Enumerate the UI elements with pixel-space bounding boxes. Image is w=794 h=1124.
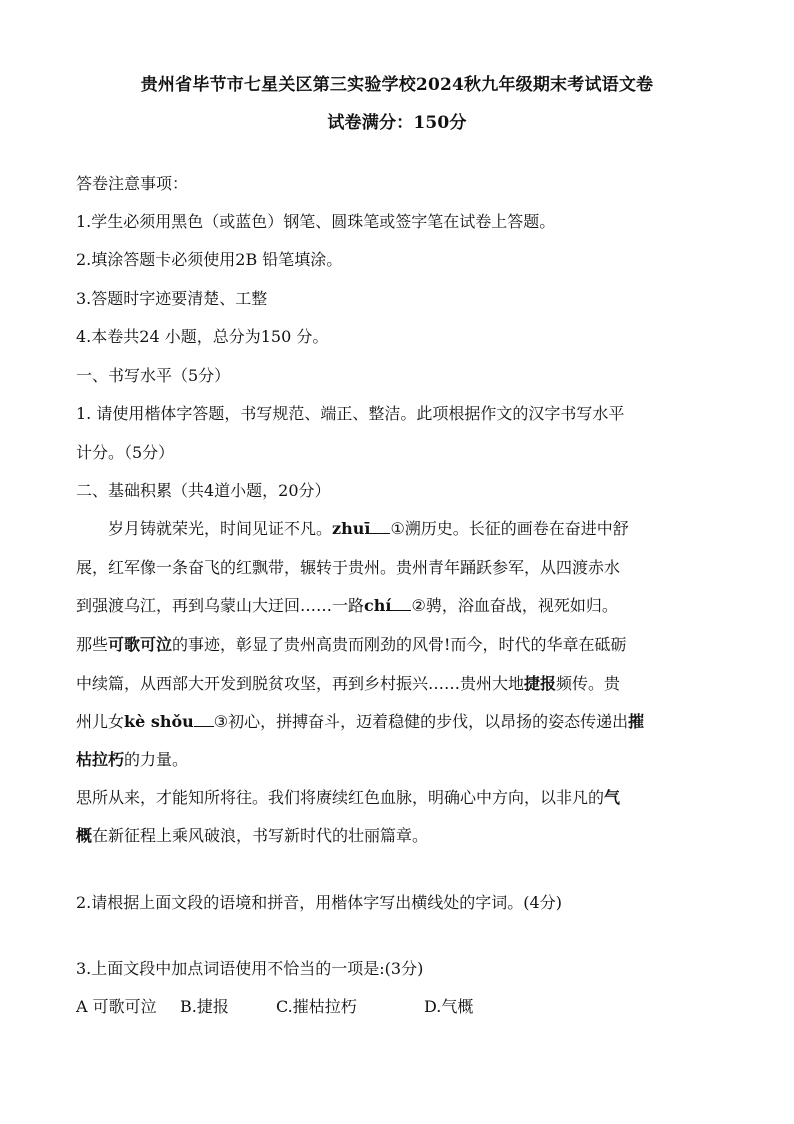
note-item: 1.学生必须用黑色（或蓝色）钢笔、圆珠笔或签字笔在试卷上答题。 <box>76 212 556 231</box>
option-d[interactable]: D.气概 <box>424 997 474 1016</box>
exam-title: 贵州省毕节市七星关区第三实验学校2024秋九年级期末考试语文卷 <box>140 75 654 95</box>
pinyin-chi: chí <box>364 596 392 615</box>
passage-line: 枯拉朽的力量。 <box>76 750 189 769</box>
notes-heading: 答卷注意事项： <box>76 174 189 193</box>
blank-3[interactable] <box>194 712 214 727</box>
passage-line: 岁月铸就荣光，时间见证不凡。zhuī ①溯历史。长征的画卷在奋进中舒 <box>108 519 629 538</box>
q1-text: 计分。（5分） <box>76 443 175 462</box>
pinyin-zhui: zhuī <box>332 519 371 538</box>
passage-line: 州儿女kè shǒu ③初心，拼搏奋斗，迈着稳健的步伐，以昂扬的姿态传递出摧 <box>76 712 645 731</box>
passage-line: 概在新征程上乘风破浪，书写新时代的壮丽篇章。 <box>76 826 429 845</box>
dotted-word: 可歌可泣 <box>108 635 173 654</box>
option-c[interactable]: C.摧枯拉朽 <box>276 997 357 1016</box>
q1-text: 1. 请使用楷体字答题，书写规范、端正、整洁。此项根据作文的汉字书写水平 <box>76 404 625 423</box>
passage-line: 到强渡乌江，再到乌蒙山大迂回……一路chí ②骋，浴血奋战，视死如归。 <box>76 596 618 615</box>
blank-2[interactable] <box>391 596 411 611</box>
dotted-word: 气 <box>604 788 621 807</box>
passage-line: 展，红军像一条奋飞的红飘带，辗转于贵州。贵州青年踊跃参军，从四渡赤水 <box>76 558 621 577</box>
passage-line: 中续篇，从西部大开发到脱贫攻坚，再到乡村振兴……贵州大地捷报频传。贵 <box>76 674 621 693</box>
note-item: 2.填涂答题卡必须使用2B 铅笔填涂。 <box>76 250 343 269</box>
option-a[interactable]: A 可歌可泣 <box>76 997 157 1016</box>
blank-1[interactable] <box>370 519 390 534</box>
dotted-word: 概 <box>76 826 93 845</box>
dotted-word: 摧 <box>628 712 645 731</box>
passage-line: 思所从来，才能知所将往。我们将赓续红色血脉，明确心中方向，以非凡的气 <box>76 788 621 807</box>
pinyin-ke-shou: kè shǒu <box>124 712 194 731</box>
note-item: 3.答题时字迹要清楚、工整 <box>76 289 268 308</box>
option-b[interactable]: B.捷报 <box>180 997 229 1016</box>
dotted-word: 枯拉朽 <box>76 750 125 769</box>
note-item: 4.本卷共24 小题，总分为150 分。 <box>76 327 329 346</box>
exam-score: 试卷满分：150分 <box>327 113 467 133</box>
dotted-word: 捷报 <box>524 674 557 693</box>
q2-text: 2.请根据上面文段的语境和拼音，用楷体字写出横线处的字词。(4分) <box>76 893 562 912</box>
q3-text: 3.上面文段中加点词语使用不恰当的一项是:(3分) <box>76 959 424 978</box>
section1-heading: 一、书写水平（5分） <box>76 366 231 385</box>
section2-heading: 二、基础积累（共4道小题，20分） <box>76 481 331 500</box>
passage-line: 那些可歌可泣的事迹，彰显了贵州高贵而刚劲的风骨!而今，时代的华章在砥砺 <box>76 635 627 654</box>
